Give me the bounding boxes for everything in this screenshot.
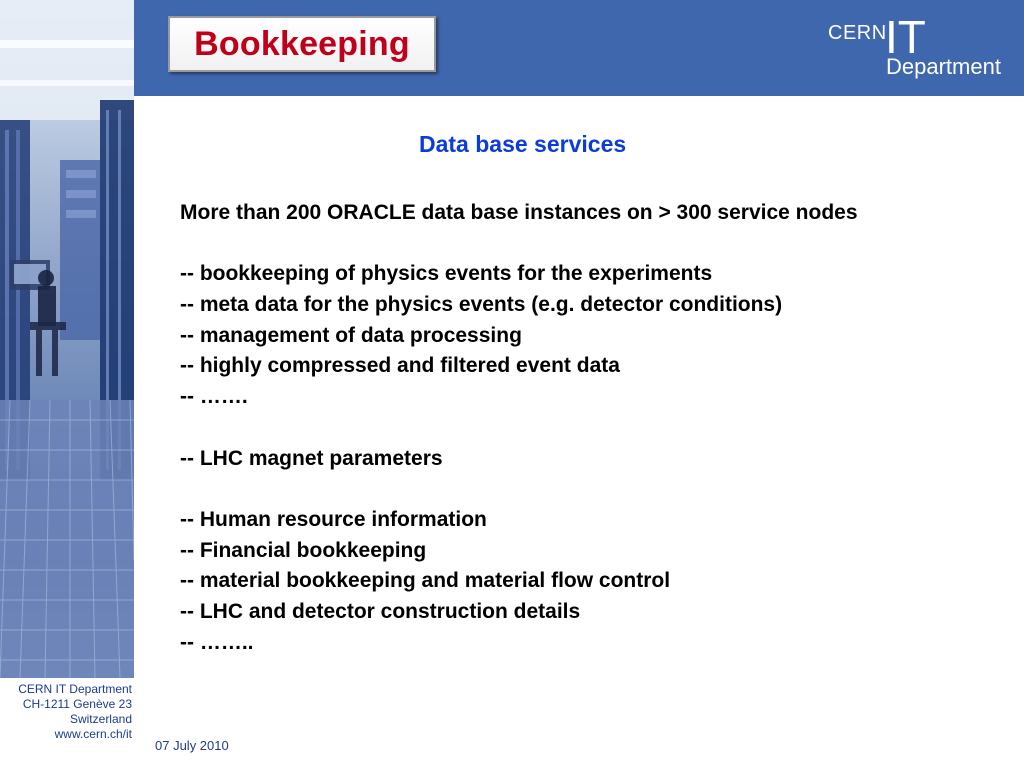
logo-department-text: Department — [886, 54, 1001, 79]
content-line: -- management of data processing — [180, 323, 522, 347]
footer-street: CH-1211 Genève 23 — [22, 697, 132, 711]
content-line: -- …….. — [180, 630, 254, 654]
footer-org: CERN IT Department — [18, 682, 132, 696]
content-heading: Data base services — [419, 131, 627, 157]
logo-it-text: IT — [885, 11, 926, 63]
datacenter-image — [0, 0, 134, 678]
content-line-blank — [180, 474, 1020, 505]
slide-title-box — [168, 16, 436, 72]
side-photo — [0, 0, 134, 678]
footer-website: www.cern.ch/it — [54, 727, 132, 741]
content-body — [180, 198, 1020, 658]
content-line: -- highly compressed and filtered event data — [180, 354, 620, 378]
slide-title: Bookkeeping — [194, 24, 410, 63]
content-line: -- Financial bookkeeping — [180, 538, 427, 562]
content-line: -- LHC and detector construction details — [180, 599, 581, 623]
content-line: -- meta data for the physics events (e.g. detector conditions) — [180, 293, 783, 317]
content-line: -- LHC magnet parameters — [180, 446, 443, 470]
content-line: -- material bookkeeping and material flow control — [180, 569, 671, 593]
content-line: -- ……. — [180, 385, 248, 409]
cern-it-logo — [820, 12, 1020, 86]
footer-date: 07 July 2010 — [155, 738, 229, 753]
content-line: -- Human resource information — [180, 507, 487, 531]
content-line: -- bookkeeping of physics events for the experiments — [180, 262, 713, 286]
content-line-blank — [180, 229, 1020, 260]
logo-cern-text: CERN — [828, 22, 887, 44]
footer-country: Switzerland — [69, 712, 132, 726]
content-line: More than 200 ORACLE data base instances on > 300 service nodes — [180, 201, 858, 224]
footer-address — [0, 682, 132, 742]
content-line-blank — [180, 413, 1020, 444]
